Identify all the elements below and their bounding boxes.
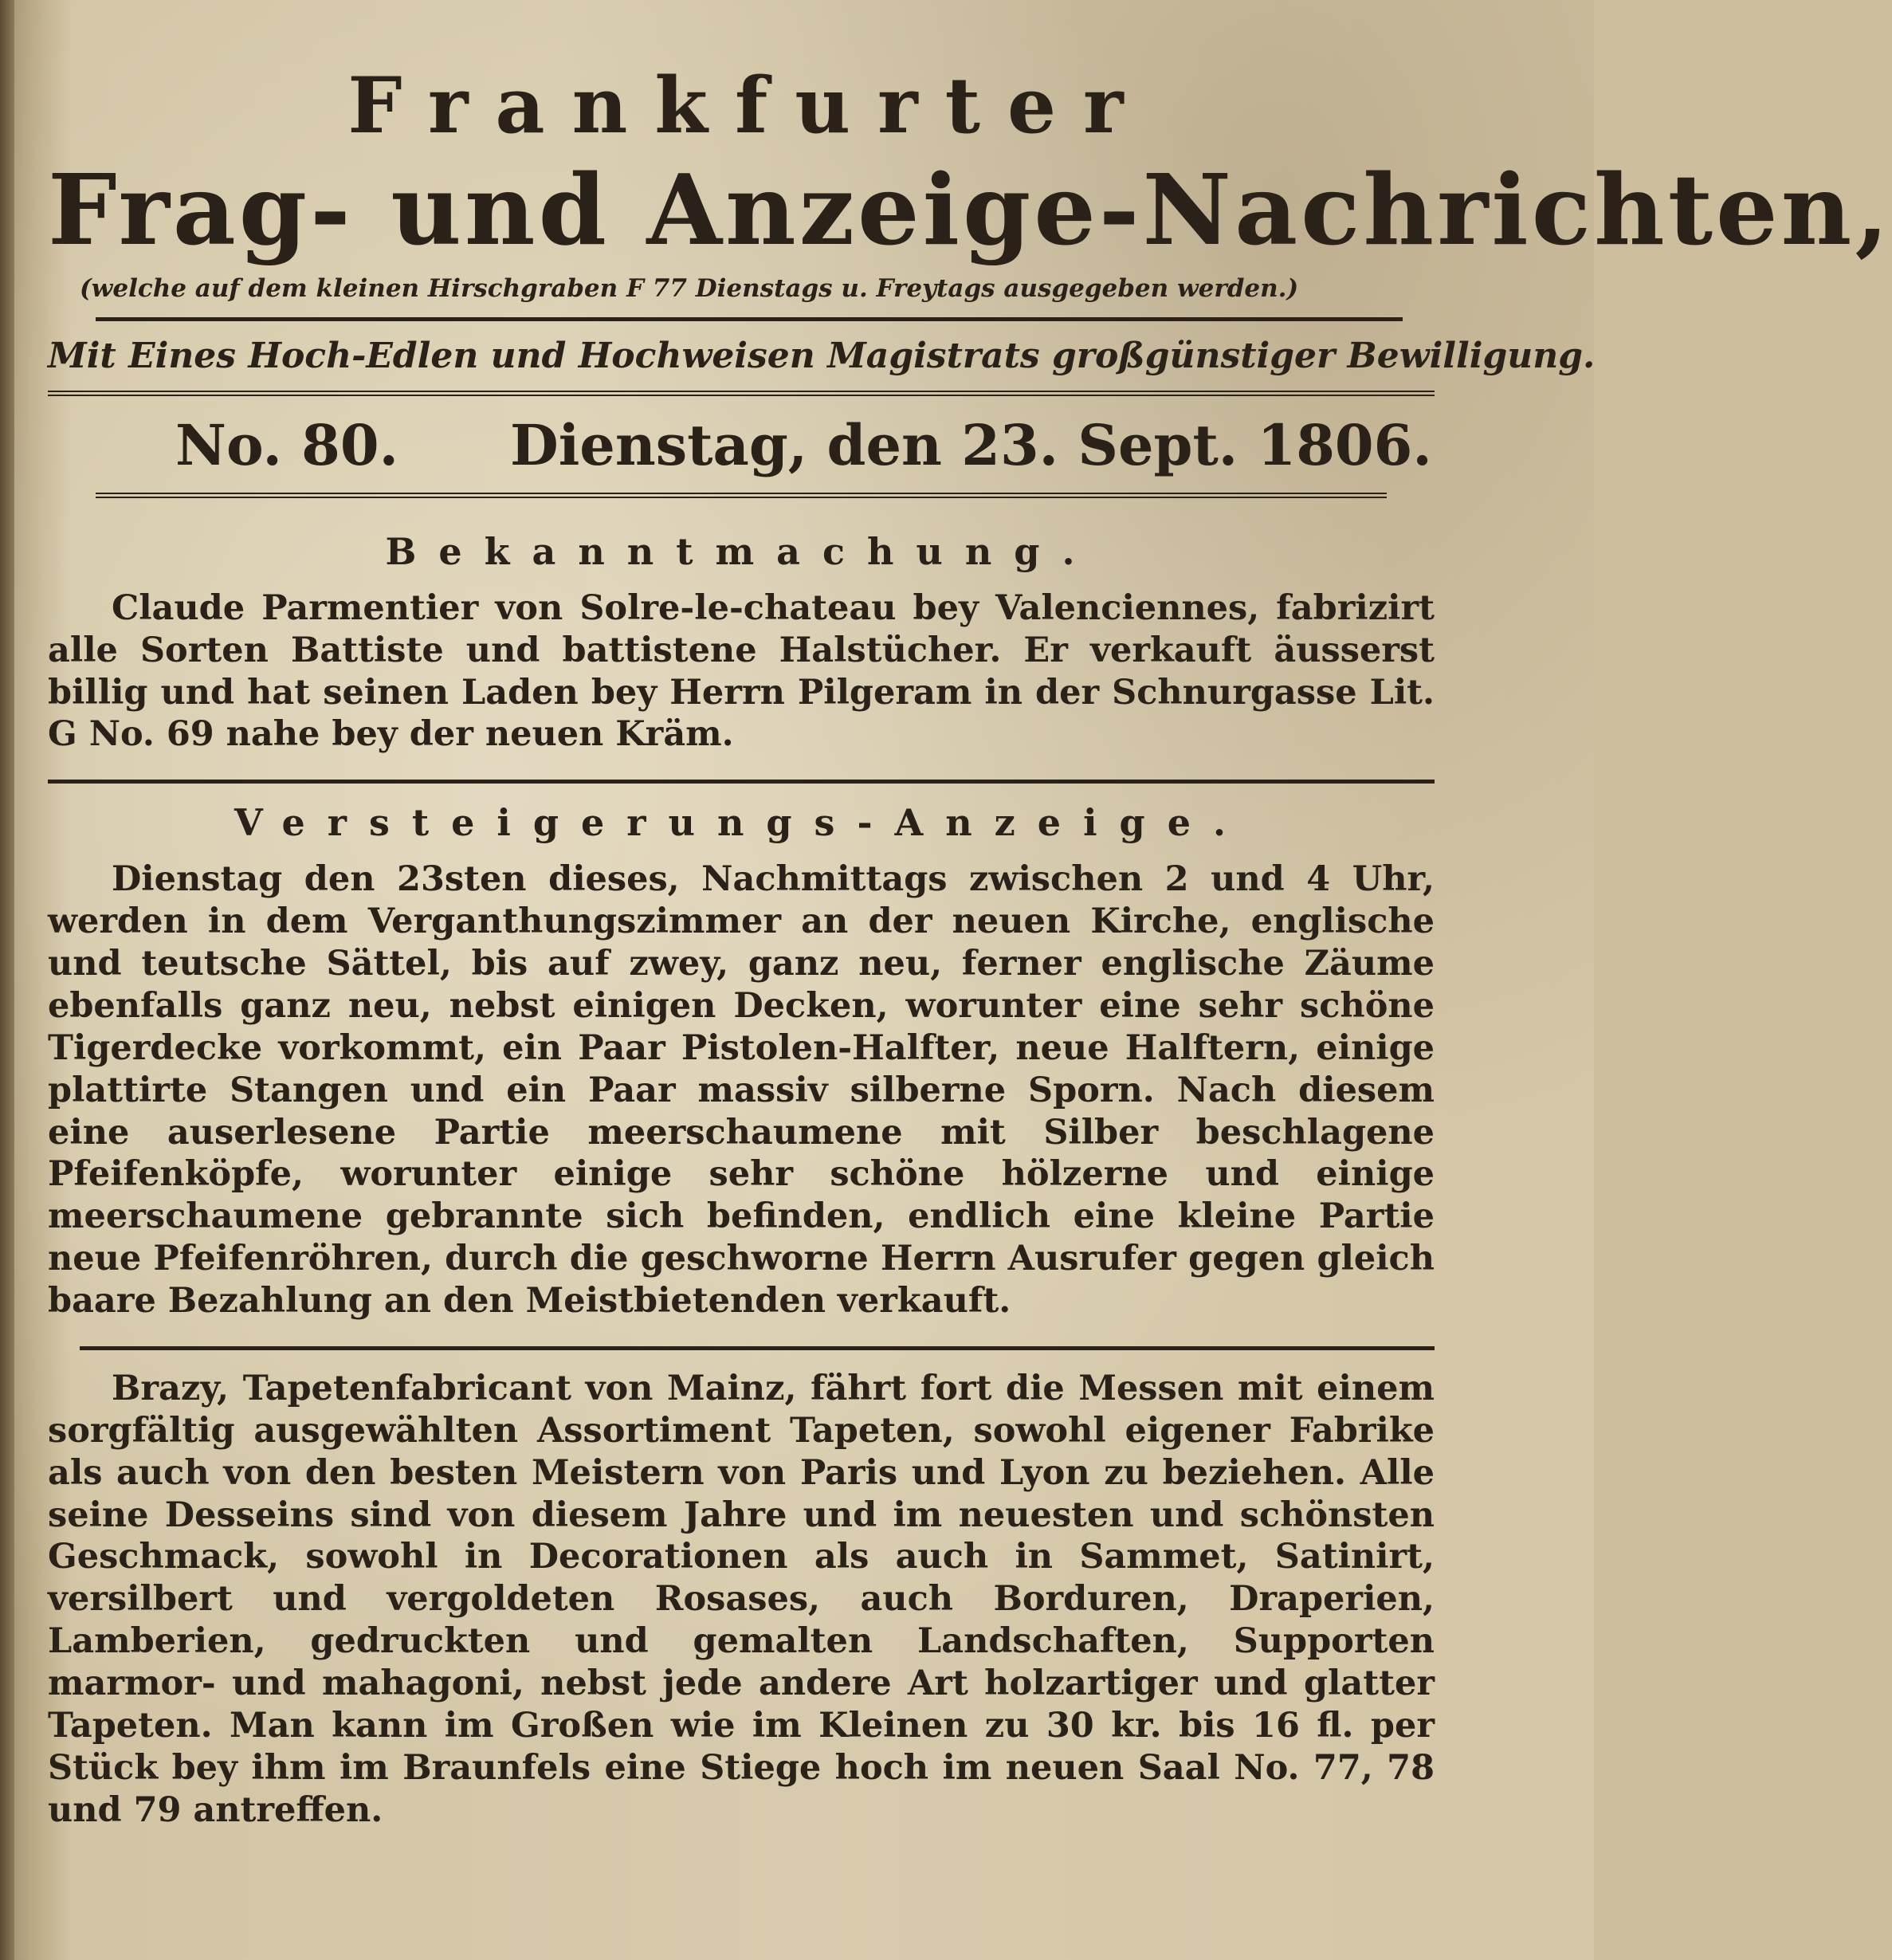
page-content [48, 48, 1892, 1832]
issue-line [48, 412, 1435, 478]
section-heading: Versteigerungs-Anzeige. [234, 801, 1248, 845]
wallpaper-ad-body: Brazy, Tapetenfabricant von Mainz, fährt fort die Messen mit einem sorgfältig ausgewählten Assortiment Tapeten, sowohl eigener Fabrike als auch von den besten Meistern von Paris und Lyon zu beziehen. Alle seine Desseins sind von diesem Jahre und im neuesten und schönsten Geschmack, sowohl in Decorationen als auch in Sammet, Satinirt, versilbert und vergoldeten Rosases, auch Borduren, Draperien, Lamberien, gedruckten und gemalten Landschaften, Supporten marmor- und mahagoni, nebst jede andere Art holzartiger und glatter Tapeten. Man kann im Großen wie im Kleinen zu 30 kr. bis 16 fl. per Stück bey ihm im Braunfels eine Stiege hoch im neuen Saal No. 77, 78 und 79 antreffen. [48, 1368, 1435, 1830]
section-heading: Bekanntmachung. [385, 529, 1097, 573]
auction-body: Dienstag den 23sten dieses, Nachmittags zwischen 2 und 4 Uhr, werden in dem Verganthungszimmer an der neuen Kirche, englische und teutsche Sättel, bis auf zwey, ganz neu, ferner englische Zäume ebenfalls ganz neu, nebst einigen Decken, worunter eine sehr schöne Tigerdecke vorkommt, ein Paar Pistolen-Halfter, neue Halftern, einige plattirte Stangen und ein Paar massiv silberne Sporn. Nach diesem eine auserlesene Partie meerschaumene mit Silber beschlagene Pfeifenköpfe, worunter einige sehr schöne hölzerne und einige meerschaumene gebrannte sich befinden, endlich eine kleine Partie neue Pfeifenröhren, durch die geschworne Herrn Ausrufer gegen gleich baare Bezahlung an den Meistbietenden verkauft. [48, 859, 1435, 1322]
divider [96, 493, 1387, 498]
masthead-title-top: Frankfurter [347, 61, 1151, 151]
masthead-subtitle: (welche auf dem kleinen Hirschgraben F 77 Dienstags u. Freytags ausgegeben werden.) [80, 273, 1299, 303]
wallpaper-ad-text [48, 1368, 1435, 1832]
announcement-text [48, 587, 1435, 756]
divider [80, 1346, 1435, 1350]
divider [48, 391, 1435, 396]
auction-text [48, 858, 1435, 1322]
issue-date: Dienstag, den 23. Sept. 1806. [510, 411, 1432, 478]
divider [48, 780, 1435, 784]
divider [96, 317, 1403, 321]
masthead-title-main: Frag- und Anzeige-Nachrichten, [48, 151, 1892, 267]
issue-number: No. 80. [175, 411, 398, 478]
book-spine-edge [0, 0, 14, 1960]
announcement-body: Claude Parmentier von Solre-le-chateau bey Valenciennes, fabrizirt alle Sorten Battiste und battistene Halstücher. Er verkauft äusserst billig und hat seinen Laden bey Herrn Pilgeram in der Schnurgasse Lit. G No. 69 nahe bey der neuen Kräm. [48, 587, 1435, 755]
privilege-line: Mit Eines Hoch-Edlen und Hochweisen Magistrats großgünstiger Bewilligung. [48, 335, 1596, 376]
